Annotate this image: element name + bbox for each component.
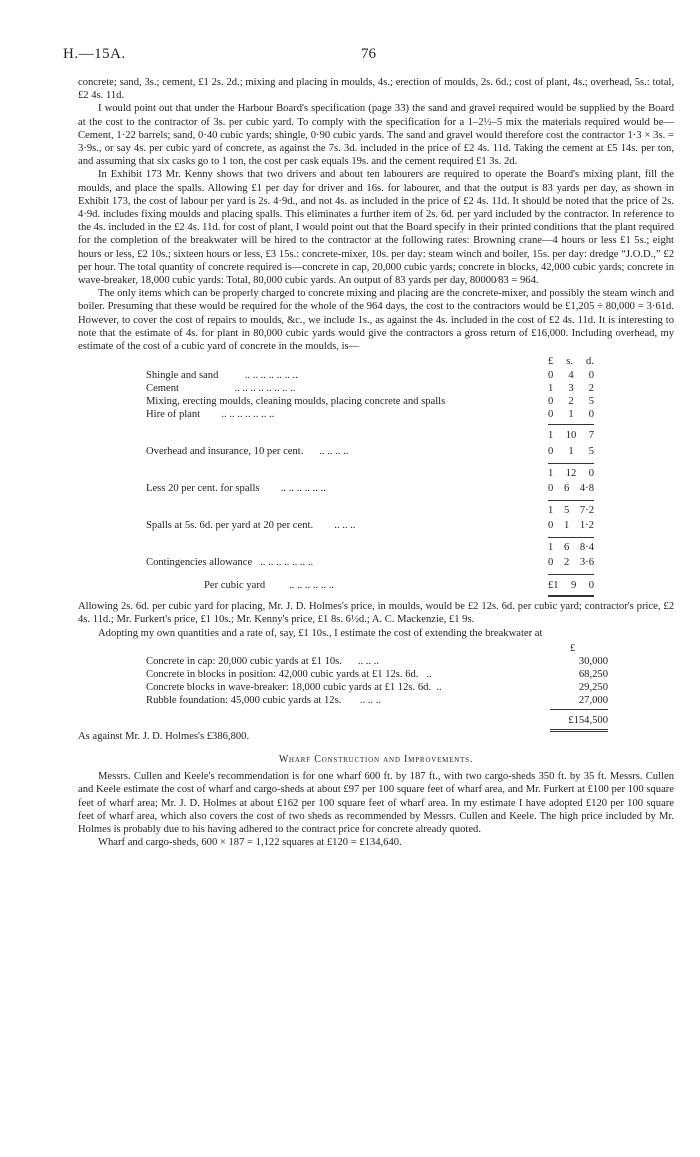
table-row — [78, 655, 674, 668]
subtotal-rule — [548, 500, 594, 501]
row-label: Mixing, erecting moulds, cleaning moulds, placing concrete and spalls — [146, 396, 446, 408]
total-rule — [550, 729, 608, 732]
page-header — [63, 46, 667, 72]
table-row — [78, 694, 674, 707]
row-value: 1 6 8·4 — [548, 542, 594, 554]
shillings-heading: s. — [566, 356, 574, 368]
row-label: Hire of plant .. .. .. .. .. .. .. — [146, 409, 275, 421]
paragraph: The only items which can be properly charged to concrete mixing and placing are the concrete-mixer, and possibly the steam winch and boiler. Presuming that these would be required for the whole of the 964 days, the cost to the contractors would be £1,205 ÷ 80,000 = 3·61d. However, to cover the cost of repairs to moulds, &c., we include 1s., as against the 4s. included in the cost of £2 4s. 11d. It is interesting to note that the estimate of 4s. for plant in 80,000 cubic yards would give the contractors a gross return of £16,000. Including overhead, my estimate of the cost of a cubic yard of concrete in the moulds, is— — [78, 288, 674, 353]
page-number: 76 — [361, 46, 376, 62]
row-label: Per cubic yard .. .. .. .. .. .. — [204, 580, 335, 592]
table-row — [78, 556, 674, 569]
table-row — [78, 519, 674, 532]
row-label: Rubble foundation: 45,000 cubic yards at 12s. .. .. .. — [146, 694, 382, 706]
row-label: Shingle and sand .. .. .. .. .. .. .. — [146, 370, 298, 382]
total-rule — [548, 574, 594, 575]
row-label: Cement .. .. .. .. .. .. .. .. — [146, 383, 296, 395]
paragraph: I would point out that under the Harbour Board's specification (page 33) the sand and gravel required would be supplied by the Board at the cost to the contractor of 3s. per cubic yard. To comply with the specification for a 1–2½–5 mix the materials required would be—Cement, 1·22 barrels; sand, 0·40 cubic yards; shingle, 0·90 cubic yards. The sand and gravel would therefore cost the contractor 1·3 × 3s. = 3·9s., or say 4s. per cubic yard of concrete, as against the 7s. 3d. included in the price of £2 4s. 11d. Taking the cement at £5 14s. per ton, and assuming that six casks go to 1 ton, the cost per cask equals 19s. and the cement required £1 3s. 2d. — [78, 103, 674, 168]
total-rule — [550, 709, 608, 710]
row-label: Overhead and insurance, 10 per cent. .. .. .. .. — [146, 446, 349, 458]
subtotal-row — [78, 504, 674, 517]
table-row — [78, 445, 674, 458]
row-label: Concrete in cap: 20,000 cubic yards at £1 10s. .. .. .. — [146, 655, 380, 667]
table-row — [78, 382, 674, 395]
row-amount: 30,000 — [578, 655, 608, 667]
extension-cost-table — [78, 642, 674, 738]
row-amount: 27,000 — [578, 694, 608, 706]
row-value: 0 1 0 — [548, 409, 594, 421]
row-label: Contingencies allowance .. .. .. .. .. .. .. — [146, 557, 314, 569]
row-label: Concrete blocks in wave-breaker: 18,000 cubic yards at £1 12s. 6d. .. — [146, 681, 442, 693]
row-value: 1 3 2 — [548, 383, 594, 395]
table-row — [78, 668, 674, 681]
row-value: 0 1 5 — [548, 446, 594, 458]
row-label: Less 20 per cent. for spalls .. .. .. .. .. .. — [146, 483, 326, 495]
row-label: Spalls at 5s. 6d. per yard at 20 per cent. .. .. .. — [146, 520, 356, 532]
row-value: 0 6 4·8 — [548, 483, 594, 495]
cost-per-cubic-yard-table — [78, 355, 674, 660]
pence-heading: d. — [586, 356, 594, 368]
row-amount: 29,250 — [578, 681, 608, 693]
document-reference: H.—15A. — [63, 46, 126, 62]
row-amount: 68,250 — [578, 668, 608, 680]
table-row — [78, 681, 674, 694]
row-value: 0 1 1·2 — [548, 520, 594, 532]
table-row — [78, 369, 674, 382]
document-body — [78, 76, 674, 850]
section-title: Wharf Construction and Improvements. — [278, 754, 474, 766]
row-value: 1 10 7 — [548, 430, 594, 442]
paragraph: As against Mr. J. D. Holmes's £386,800. — [78, 730, 250, 742]
paragraph: Allowing 2s. 6d. per cubic yard for placing, Mr. J. D. Holmes's price, in moulds, would be £2 12s. 6d. per cubic yard; contractor's price, £2 4s. 11d.; Mr. Furkert's price, £1 10s.; Mr. Kenny's price, £1 8s. 6½d.; A. C. Mackenzie, £1 9s. — [78, 601, 674, 626]
paragraph: Adopting my own quantities and a rate of, say, £1 10s., I estimate the cost of extending the breakwater at — [98, 627, 543, 639]
subtotal-row — [78, 541, 674, 554]
pounds-heading: £ — [548, 356, 554, 368]
total-rule — [548, 595, 594, 597]
table-row — [78, 482, 674, 495]
subtotal-rule — [548, 537, 594, 538]
row-value: £1 9 0 — [548, 580, 594, 592]
table-row — [78, 408, 674, 421]
subtotal-row — [78, 429, 674, 442]
row-label: Concrete in blocks in position: 42,000 cubic yards at £1 12s. 6d. .. — [146, 668, 432, 680]
column-headings — [78, 355, 674, 368]
subtotal-row — [78, 467, 674, 480]
subtotal-rule — [548, 424, 594, 425]
paragraph: concrete; sand, 3s.; cement, £1 2s. 2d.; mixing and placing in moulds, 4s.; erection of moulds, 2s. 6d.; cost of plant, 4s.; overhead, 5s.: total, £2 4s. 11d. — [78, 77, 674, 102]
total-row — [78, 579, 674, 592]
paragraph: Wharf and cargo-sheds, 600 × 187 = 1,122 squares at £120 = £134,640. — [98, 837, 402, 849]
pounds-heading: £ — [570, 642, 576, 654]
table-row — [78, 395, 674, 408]
row-value: 1 5 7·2 — [548, 505, 594, 517]
row-value: 1 12 0 — [548, 468, 594, 480]
total-amount: £154,500 — [568, 714, 608, 726]
paragraph: Messrs. Cullen and Keele's recommendation is for one wharf 600 ft. by 187 ft., with two cargo-sheds 350 ft. by 35 ft. Messrs. Cullen and Keele estimate the cost of wharf and cargo-sheds at about £97 per 100 square feet of wharf area, and Mr. Furkert at £100 per 100 square feet of wharf area; Mr. J. D. Holmes at about £162 per 100 square feet of wharf area. In my estimate I have adopted £120 per 100 square feet of wharf area, which also covers the cost of two sheds as recommended by Messrs. Cullen and Keele. The high price included by Mr. Holmes is probably due to his having adhered to the contract price for concrete already quoted. — [78, 771, 674, 836]
row-value: 0 4 0 — [548, 370, 594, 382]
paragraph: In Exhibit 173 Mr. Kenny shows that two drivers and about ten labourers are required to operate the Board's mixing plant, fill the moulds, and place the spalls. Allowing £1 per day for driver and 16s. for labourer, and that the output is 83 yards per day, as shown in Exhibit 173, the cost of labour per yard is 2s. 4·9d., and not 4s. as included in the price of £2 4s. 11d. It should be noted that the price of 2s. 4·9d. includes fixing moulds and placing spalls. This eliminates a further item of 2s. 6d. per yard included by the contractor. In reference to the 4s. included in the £2 4s. 11d. for cost of plant, I would point out that the Board specify in their printed conditions that the plant required for the completion of the breakwater will be hired to the contractor at the following rates: Browning crane—4 hours or less £1 5s.; eight hours or less, £2 10s.; sixteen hours or less, £3 15s.: concrete-mixer, 10s. per day: steam winch and boiler, 15s. per day: dredge “J.O.D.,” £2 per hour. The total quantity of concrete required is—concrete in cap, 20,000 cubic yards; concrete in blocks, 42,000 cubic yards; concrete in wave-breaker, 18,000 cubic yards: Total, 80,000 cubic yards. An output of 83 yards per day, 80000⁄83 = 964. — [78, 169, 674, 287]
total-row — [78, 714, 674, 727]
row-value: 0 2 5 — [548, 396, 594, 408]
subtotal-rule — [548, 463, 594, 464]
row-value: 0 2 3·6 — [548, 557, 594, 569]
